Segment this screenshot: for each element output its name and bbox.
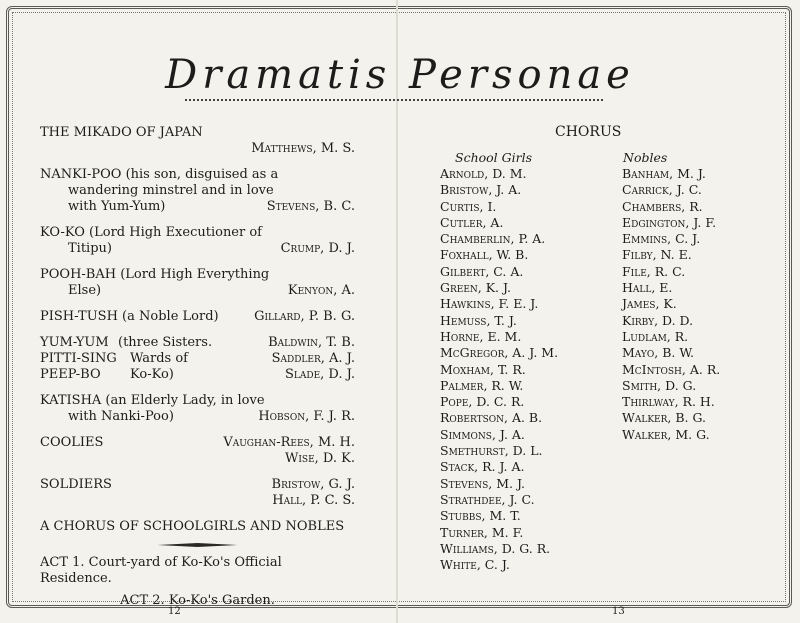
role-line: Else)	[68, 283, 102, 298]
chorus-member: Horne, E. M.	[440, 328, 522, 344]
role-pish-tush	[40, 309, 355, 325]
act-2: ACT 2. Ko-Ko's Garden.	[120, 593, 275, 608]
chorus-member: Carrick, J. C.	[622, 182, 702, 198]
role-nanki-poo	[40, 167, 355, 215]
chorus-member: McGregor, A. J. M.	[440, 345, 559, 361]
actor-name: Bristow, G. J.	[271, 477, 355, 492]
chorus-member: Chamberlin, P. A.	[440, 231, 546, 247]
role-name: YUM-YUM	[40, 335, 109, 350]
chorus-member: Green, K. J.	[440, 280, 512, 296]
chorus-member: Filby, N. E.	[622, 247, 692, 263]
chorus-member: McIntosh, A. R.	[622, 361, 721, 377]
actor-name: Wise, D. K.	[285, 451, 355, 466]
role-row	[40, 335, 355, 351]
actor-name: Hobson, F. J. R.	[258, 409, 355, 424]
chorus-member: Banham, M. J.	[622, 166, 706, 181]
chorus-member: Stubbs, M. T.	[440, 508, 521, 524]
page-number-left: 12	[168, 606, 181, 617]
chorus-member: Stack, R. J. A.	[440, 459, 525, 475]
chorus-member: Arnold, D. M.	[440, 166, 527, 181]
actor-name: Gillard, P. B. G.	[254, 309, 355, 324]
school-girls-list	[440, 166, 558, 573]
chorus-member: Edgington, J. F.	[622, 214, 717, 230]
chorus-member: James, K.	[622, 296, 677, 312]
actor-name: Crump, D. J.	[280, 241, 355, 256]
actor-name: Saddler, A. J.	[271, 351, 355, 366]
chorus-member: Ludlam, R.	[622, 328, 689, 344]
role-note: Ko-Ko)	[130, 367, 174, 382]
role-name: COOLIES	[40, 435, 104, 450]
chorus-member: Thirlway, R. H.	[622, 394, 715, 410]
flourish-divider	[158, 543, 238, 547]
role-three-sisters	[40, 335, 355, 383]
actor-name: Stevens, B. C.	[266, 199, 355, 214]
chorus-member: Hawkins, F. E. J.	[440, 296, 539, 312]
chorus-member: Robertson, A. B.	[440, 410, 543, 426]
role-soldiers	[40, 477, 355, 509]
role-note: Wards of	[130, 351, 188, 366]
chorus-member: Smith, D. G.	[622, 377, 697, 393]
actor-name: Slade, D. J.	[285, 367, 355, 382]
chorus-member: Walker, M. G.	[622, 426, 710, 442]
chorus-member: Hall, E.	[622, 280, 673, 296]
chorus-member: File, R. C.	[622, 263, 686, 279]
role-row	[40, 409, 355, 425]
page-title: Dramatis Personae	[165, 52, 635, 98]
actor-name: Matthews, M. S.	[251, 141, 355, 156]
role-line: wandering minstrel and in love	[68, 183, 274, 198]
role-line: KATISHA (an Elderly Lady, in love	[40, 393, 265, 408]
role-line: NANKI-POO (his son, disguised as a	[40, 167, 279, 182]
role-note: (three Sisters.	[118, 335, 213, 350]
chorus-member: Simmons, J. A.	[440, 426, 525, 442]
school-girls-heading: School Girls	[455, 150, 533, 165]
title-underline	[185, 99, 603, 101]
chorus-member: Curtis, I.	[440, 198, 497, 214]
chorus-member: Palmer, R. W.	[440, 377, 524, 393]
role-name: PISH-TUSH (a Noble Lord)	[40, 309, 219, 324]
role-row	[40, 367, 355, 383]
chorus-member: Bristow, J. A.	[440, 182, 522, 198]
role-coolies	[40, 435, 355, 467]
actor-name: Hall, P. C. S.	[272, 493, 355, 508]
chorus-member: Williams, D. G. R.	[440, 540, 551, 556]
chorus-member: White, C. J.	[440, 557, 510, 573]
role-line: POOH-BAH (Lord High Everything	[40, 267, 270, 282]
role-row	[40, 351, 355, 367]
role-ko-ko	[40, 225, 355, 257]
chorus-member: Emmins, C. J.	[622, 231, 701, 247]
chorus-member: Moxham, T. R.	[440, 361, 526, 377]
role-name: THE MIKADO OF JAPAN	[40, 125, 203, 140]
chorus-member: Turner, M. F.	[440, 524, 524, 540]
actor-name: Baldwin, T. B.	[268, 335, 355, 350]
role-line: with Nanki-Poo)	[68, 409, 174, 424]
chorus-member: Walker, B. G.	[622, 410, 706, 426]
chorus-heading: CHORUS	[555, 124, 622, 140]
actor-name: Kenyon, A.	[287, 283, 355, 298]
role-name: PEEP-BO	[40, 367, 101, 382]
role-line: KO-KO (Lord High Executioner of	[40, 225, 262, 240]
chorus-member: Strathdee, J. C.	[440, 491, 535, 507]
cast-list	[40, 125, 355, 609]
chorus-member: Pope, D. C. R.	[440, 394, 525, 410]
role-line: with Yum-Yum)	[68, 199, 166, 214]
chorus-member: Kirby, D. D.	[622, 312, 694, 328]
chorus-member: Stevens, M. J.	[440, 475, 525, 491]
role-katisha	[40, 393, 355, 425]
act-1: ACT 1. Court-yard of Ko-Ko's Official Residence.	[40, 555, 282, 586]
role-row	[40, 199, 355, 215]
actor-name: Vaughan-Rees, M. H.	[223, 435, 355, 450]
role-name: SOLDIERS	[40, 477, 112, 492]
role-row	[40, 435, 355, 451]
nobles-heading: Nobles	[623, 150, 668, 165]
role-row	[40, 283, 355, 299]
role-name: PITTI-SING	[40, 351, 117, 366]
chorus-member: Smethurst, D. L.	[440, 443, 543, 459]
nobles-list	[622, 166, 720, 443]
chorus-member: Mayo, B. W.	[622, 345, 694, 361]
role-row	[40, 477, 355, 493]
chorus-line: A CHORUS OF SCHOOLGIRLS AND NOBLES	[40, 519, 345, 534]
chorus-member: Gilbert, C. A.	[440, 263, 524, 279]
page-number-right: 13	[612, 606, 625, 617]
chorus-member: Chambers, R.	[622, 198, 703, 214]
chorus-member: Cutler, A.	[440, 214, 504, 230]
role-row	[40, 241, 355, 257]
role-pooh-bah	[40, 267, 355, 299]
role-line: Titipu)	[68, 241, 112, 256]
role-mikado	[40, 125, 355, 157]
chorus-member: Hemuss, T. J.	[440, 312, 517, 328]
chorus-member: Foxhall, W. B.	[440, 247, 529, 263]
